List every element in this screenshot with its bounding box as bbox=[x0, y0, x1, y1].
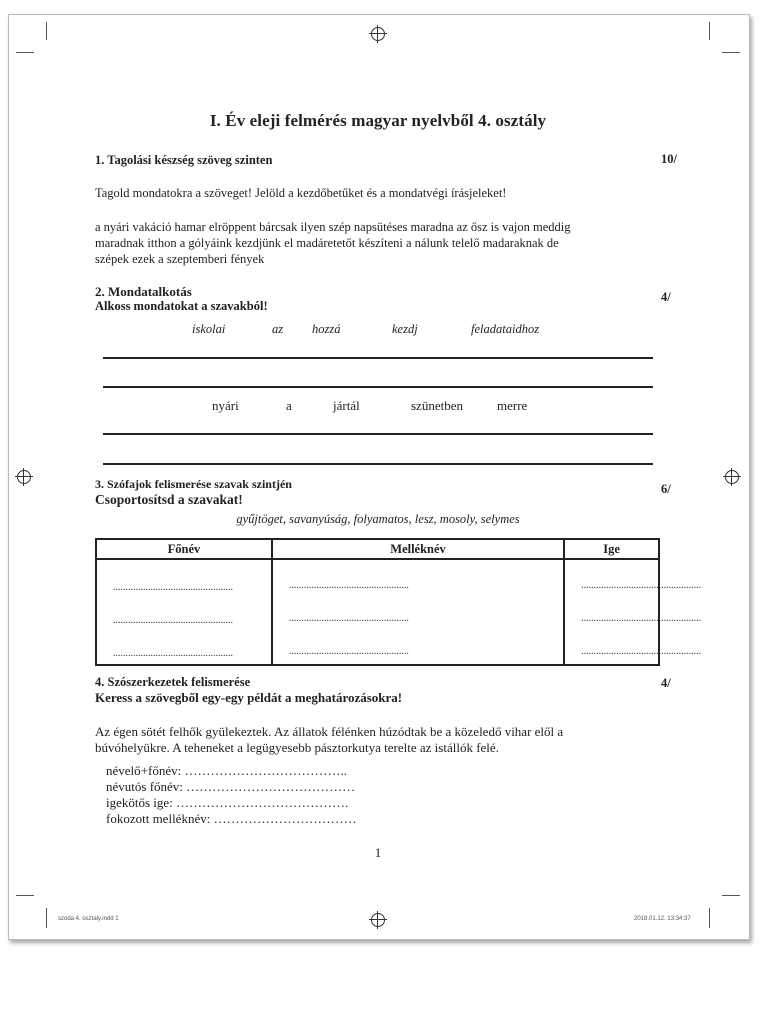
page-title: I. Év eleji felmérés magyar nyelvből 4. osztály bbox=[209, 111, 547, 130]
crop-mark bbox=[709, 908, 710, 928]
word-item: feladataidhoz bbox=[471, 322, 540, 336]
word-item: iskolai bbox=[192, 322, 226, 336]
registration-mark-icon bbox=[371, 913, 385, 927]
section-2-subheading: Alkoss mondatokat a szavakból! bbox=[95, 299, 268, 313]
registration-mark-icon bbox=[371, 27, 385, 41]
dotted-line: ................................................ bbox=[113, 615, 233, 626]
registration-mark-icon bbox=[725, 470, 739, 484]
answer-item: névutós főnév: ………………………………… bbox=[106, 779, 356, 794]
crop-mark bbox=[46, 22, 47, 40]
page-number: 1 bbox=[374, 845, 382, 860]
word-item: szünetben bbox=[411, 398, 463, 413]
dotted-line: ................................................ bbox=[581, 580, 702, 591]
dotted-line: ................................................ bbox=[113, 582, 233, 593]
answer-cell-ige[interactable] bbox=[564, 559, 702, 665]
word-item: nyári bbox=[212, 398, 239, 413]
answer-line bbox=[103, 357, 653, 359]
answer-item: fokozott melléknév: …………………………… bbox=[106, 811, 357, 826]
section-3-score: 6/ bbox=[661, 482, 671, 496]
word-item: kezdj bbox=[392, 322, 418, 336]
answer-line bbox=[103, 386, 653, 388]
dotted-line: ................................................ bbox=[113, 648, 233, 659]
word-list: gyűjtöget, savanyúság, folyamatos, lesz, mosoly, selymes bbox=[236, 512, 520, 526]
section-4-text-line: Az égen sötét felhők gyülekeztek. Az állatok félénken húzódtak be a közeledő vihar elől a bbox=[95, 724, 564, 739]
crop-mark bbox=[16, 895, 34, 896]
section-1-text-line: a nyári vakáció hamar elröppent bárcsak ilyen szép napsütéses maradna az ősz is vajon meddig bbox=[95, 220, 571, 234]
section-2-heading: 2. Mondatalkotás bbox=[95, 284, 192, 299]
section-1-score: 10/ bbox=[661, 152, 677, 166]
word-groups-table bbox=[95, 538, 702, 666]
word-item: merre bbox=[497, 398, 528, 413]
section-2-score: 4/ bbox=[661, 290, 671, 304]
section-3-heading: 3. Szófajok felismerése szavak szintjén bbox=[95, 477, 292, 491]
crop-mark bbox=[46, 908, 47, 928]
word-item: a bbox=[286, 398, 292, 413]
answer-cell-fonev[interactable] bbox=[96, 559, 272, 665]
section-3-subheading: Csoportosítsd a szavakat! bbox=[95, 492, 243, 507]
dotted-line: ................................................ bbox=[581, 646, 702, 657]
section-1-heading: 1. Tagolási készség szöveg szinten bbox=[95, 153, 273, 167]
answer-line bbox=[103, 463, 653, 465]
answer-line bbox=[103, 433, 653, 435]
word-item: az bbox=[272, 322, 284, 336]
section-1-instruction: Tagold mondatokra a szöveget! Jelöld a kezdőbetűket és a mondatvégi írásjeleket! bbox=[95, 186, 507, 200]
section-4-score: 4/ bbox=[661, 676, 671, 690]
footer-timestamp: 2018.01.12. 13:34:37 bbox=[634, 916, 691, 922]
word-item: jártál bbox=[333, 398, 360, 413]
section-4-heading: 4. Szószerkezetek felismerése bbox=[95, 675, 251, 689]
section-1-text-line: szépek ezek a szeptemberi fények bbox=[95, 252, 265, 266]
column-header-ige: Ige bbox=[564, 539, 659, 559]
registration-mark-icon bbox=[17, 470, 31, 484]
dotted-line: ................................................ bbox=[288, 580, 409, 591]
section-1-text-line: maradnak itthon a gólyáink kezdjünk el madáretetőt készíteni a nálunk telelő madaraknak de bbox=[95, 236, 559, 250]
section-4-text-line: búvóhelyükre. A teheneket a legügyesebb pásztorkutya terelte az istállók felé. bbox=[95, 740, 499, 755]
crop-mark bbox=[722, 895, 740, 896]
crop-mark bbox=[16, 52, 34, 53]
dotted-line: ................................................ bbox=[581, 613, 702, 624]
dotted-line: ................................................ bbox=[288, 613, 409, 624]
section-4-subheading: Keress a szövegből egy-egy példát a meghatározásokra! bbox=[95, 690, 403, 705]
answer-item: igekötős ige: …………………………………. bbox=[106, 795, 349, 810]
crop-mark bbox=[722, 52, 740, 53]
footer-filename: szoda 4. osztaly.indd 1 bbox=[58, 916, 119, 922]
answer-item: névelő+főnév: ……………………………….. bbox=[106, 763, 347, 778]
crop-mark bbox=[709, 22, 710, 40]
answer-cell-melleknev[interactable] bbox=[272, 559, 564, 665]
dotted-line: ................................................ bbox=[288, 646, 409, 657]
word-item: hozzá bbox=[312, 322, 341, 336]
column-header-melleknev: Melléknév bbox=[272, 539, 564, 559]
column-header-fonev: Főnév bbox=[96, 539, 272, 559]
